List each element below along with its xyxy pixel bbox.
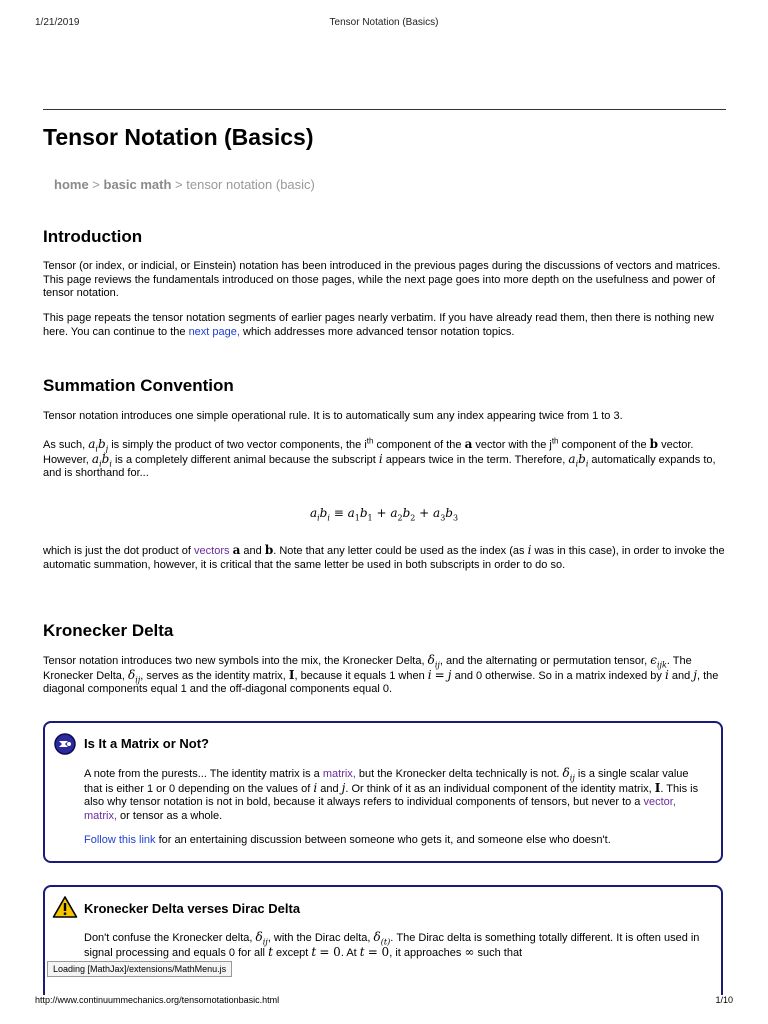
matrix-note-paragraph-2: Follow this link for an entertaining discussion between someone who gets it, and someone else who doesn't. <box>84 834 611 846</box>
matrix-note-title: Is It a Matrix or Not? <box>84 736 209 751</box>
warning-icon <box>52 895 78 919</box>
intro-paragraph-1: Tensor (or index, or indicial, or Einstein) notation has been introduced in the previous pages during the discussions of vectors and matrices. This page reviews the fundamentals introduced on those pages, while the next page goes into more depth on the usefulness and power of tensor notation. <box>43 260 721 299</box>
next-page-link[interactable]: next page, <box>188 325 240 338</box>
print-date: 1/21/2019 <box>35 17 80 28</box>
breadcrumb-current: tensor notation (basic) <box>186 177 315 192</box>
breadcrumb-basic-math[interactable]: basic math <box>103 177 172 192</box>
summation-paragraph-2: As such, $a_ib_j$ is simply the product of two vector components, the $i^{th}$ component of the a vector with the $j^{th}$ component of the b vector. However, $a_ib_i$ is a completely different animal because the subscript i appears twice in the term. Therefore, $a_ib_i$ automatically expands to, and is shorthand for... <box>43 436 716 479</box>
summation-equation: $a_ib_i \equiv a_1b_1 + a_2b_2 + a_3b_3$ <box>309 506 459 523</box>
dirac-note-paragraph-1: Don't confuse the Kronecker delta, $\delta_{ij}$, with the Dirac delta, $\delta_{(t)}$. The Dirac delta is something totally different. It is often used in signal processing and equals 0 for all t except t = 0. At t = 0, it approaches ∞ such that <box>84 930 700 959</box>
note-icon <box>54 733 76 755</box>
breadcrumb-sep: > <box>171 177 187 192</box>
kronecker-heading: Kronecker Delta <box>43 621 174 640</box>
print-page-number: 1/10 <box>715 995 733 1005</box>
header-rule <box>43 109 726 110</box>
matrix-note-paragraph-1: A note from the purests... The identity matrix is a matrix, but the Kronecker delta technically is not. $\delta_{ij}$ is a single scalar value that is either 1 or 0 depending on the values of i and j. Or think of it as an individual component of the identity matrix, I. This is also why tensor notation is not in bold, because it always refers to individual components of tensors, but never to a vector, matrix, or tensor as a whole. <box>84 766 699 822</box>
vector-matrix-link[interactable]: vector, matrix, <box>84 796 676 822</box>
dirac-note-title: Kronecker Delta verses Dirac Delta <box>84 901 301 916</box>
breadcrumb <box>54 177 315 192</box>
summation-paragraph-1: Tensor notation introduces one simple operational rule. It is to automatically sum any index appearing twice from 1 to 3. <box>43 410 623 422</box>
print-title: Tensor Notation (Basics) <box>329 17 439 28</box>
print-header <box>0 17 768 31</box>
breadcrumb-home[interactable]: home <box>54 177 89 192</box>
follow-this-link[interactable]: Follow this link <box>84 834 156 846</box>
dirac-note-box <box>43 885 723 995</box>
summation-paragraph-3: which is just the dot product of vectors a and b. Note that any letter could be used as the index (as i was in this case), in order to invoke the automatic summation, however, it is critical that the same letter be used in both subscripts in order to do so. <box>43 543 725 571</box>
kronecker-paragraph-1: Tensor notation introduces two new symbols into the mix, the Kronecker Delta, $\delta_{ij}$, and the alternating or permutation tensor, $\epsilon_{ijk}$. The Kronecker Delta, $\delta_{ij}$, serves as the identity matrix, I, because it equals 1 when i = j and 0 otherwise. So in a matrix indexed by i and j, the diagonal components equal 1 and the off-diagonal components equal 0. <box>43 653 719 695</box>
print-url: http://www.continuummechanics.org/tensornotationbasic.html <box>35 995 280 1005</box>
intro-paragraph-2: This page repeats the tensor notation segments of earlier pages nearly verbatim. If you have already read them, then there is nothing new here. You can continue to the next page, which addresses more advanced tensor notation topics. <box>43 312 714 338</box>
mathjax-loading-message: Loading [MathJax]/extensions/MathMenu.js <box>47 961 232 977</box>
matrix-note-box <box>43 721 723 863</box>
intro-heading: Introduction <box>43 227 143 246</box>
breadcrumb-sep: > <box>88 177 104 192</box>
page-title: Tensor Notation (Basics) <box>43 124 314 150</box>
summation-heading: Summation Convention <box>43 376 234 395</box>
matrix-link[interactable]: matrix, <box>322 768 356 780</box>
vectors-link[interactable]: vectors <box>194 545 230 557</box>
